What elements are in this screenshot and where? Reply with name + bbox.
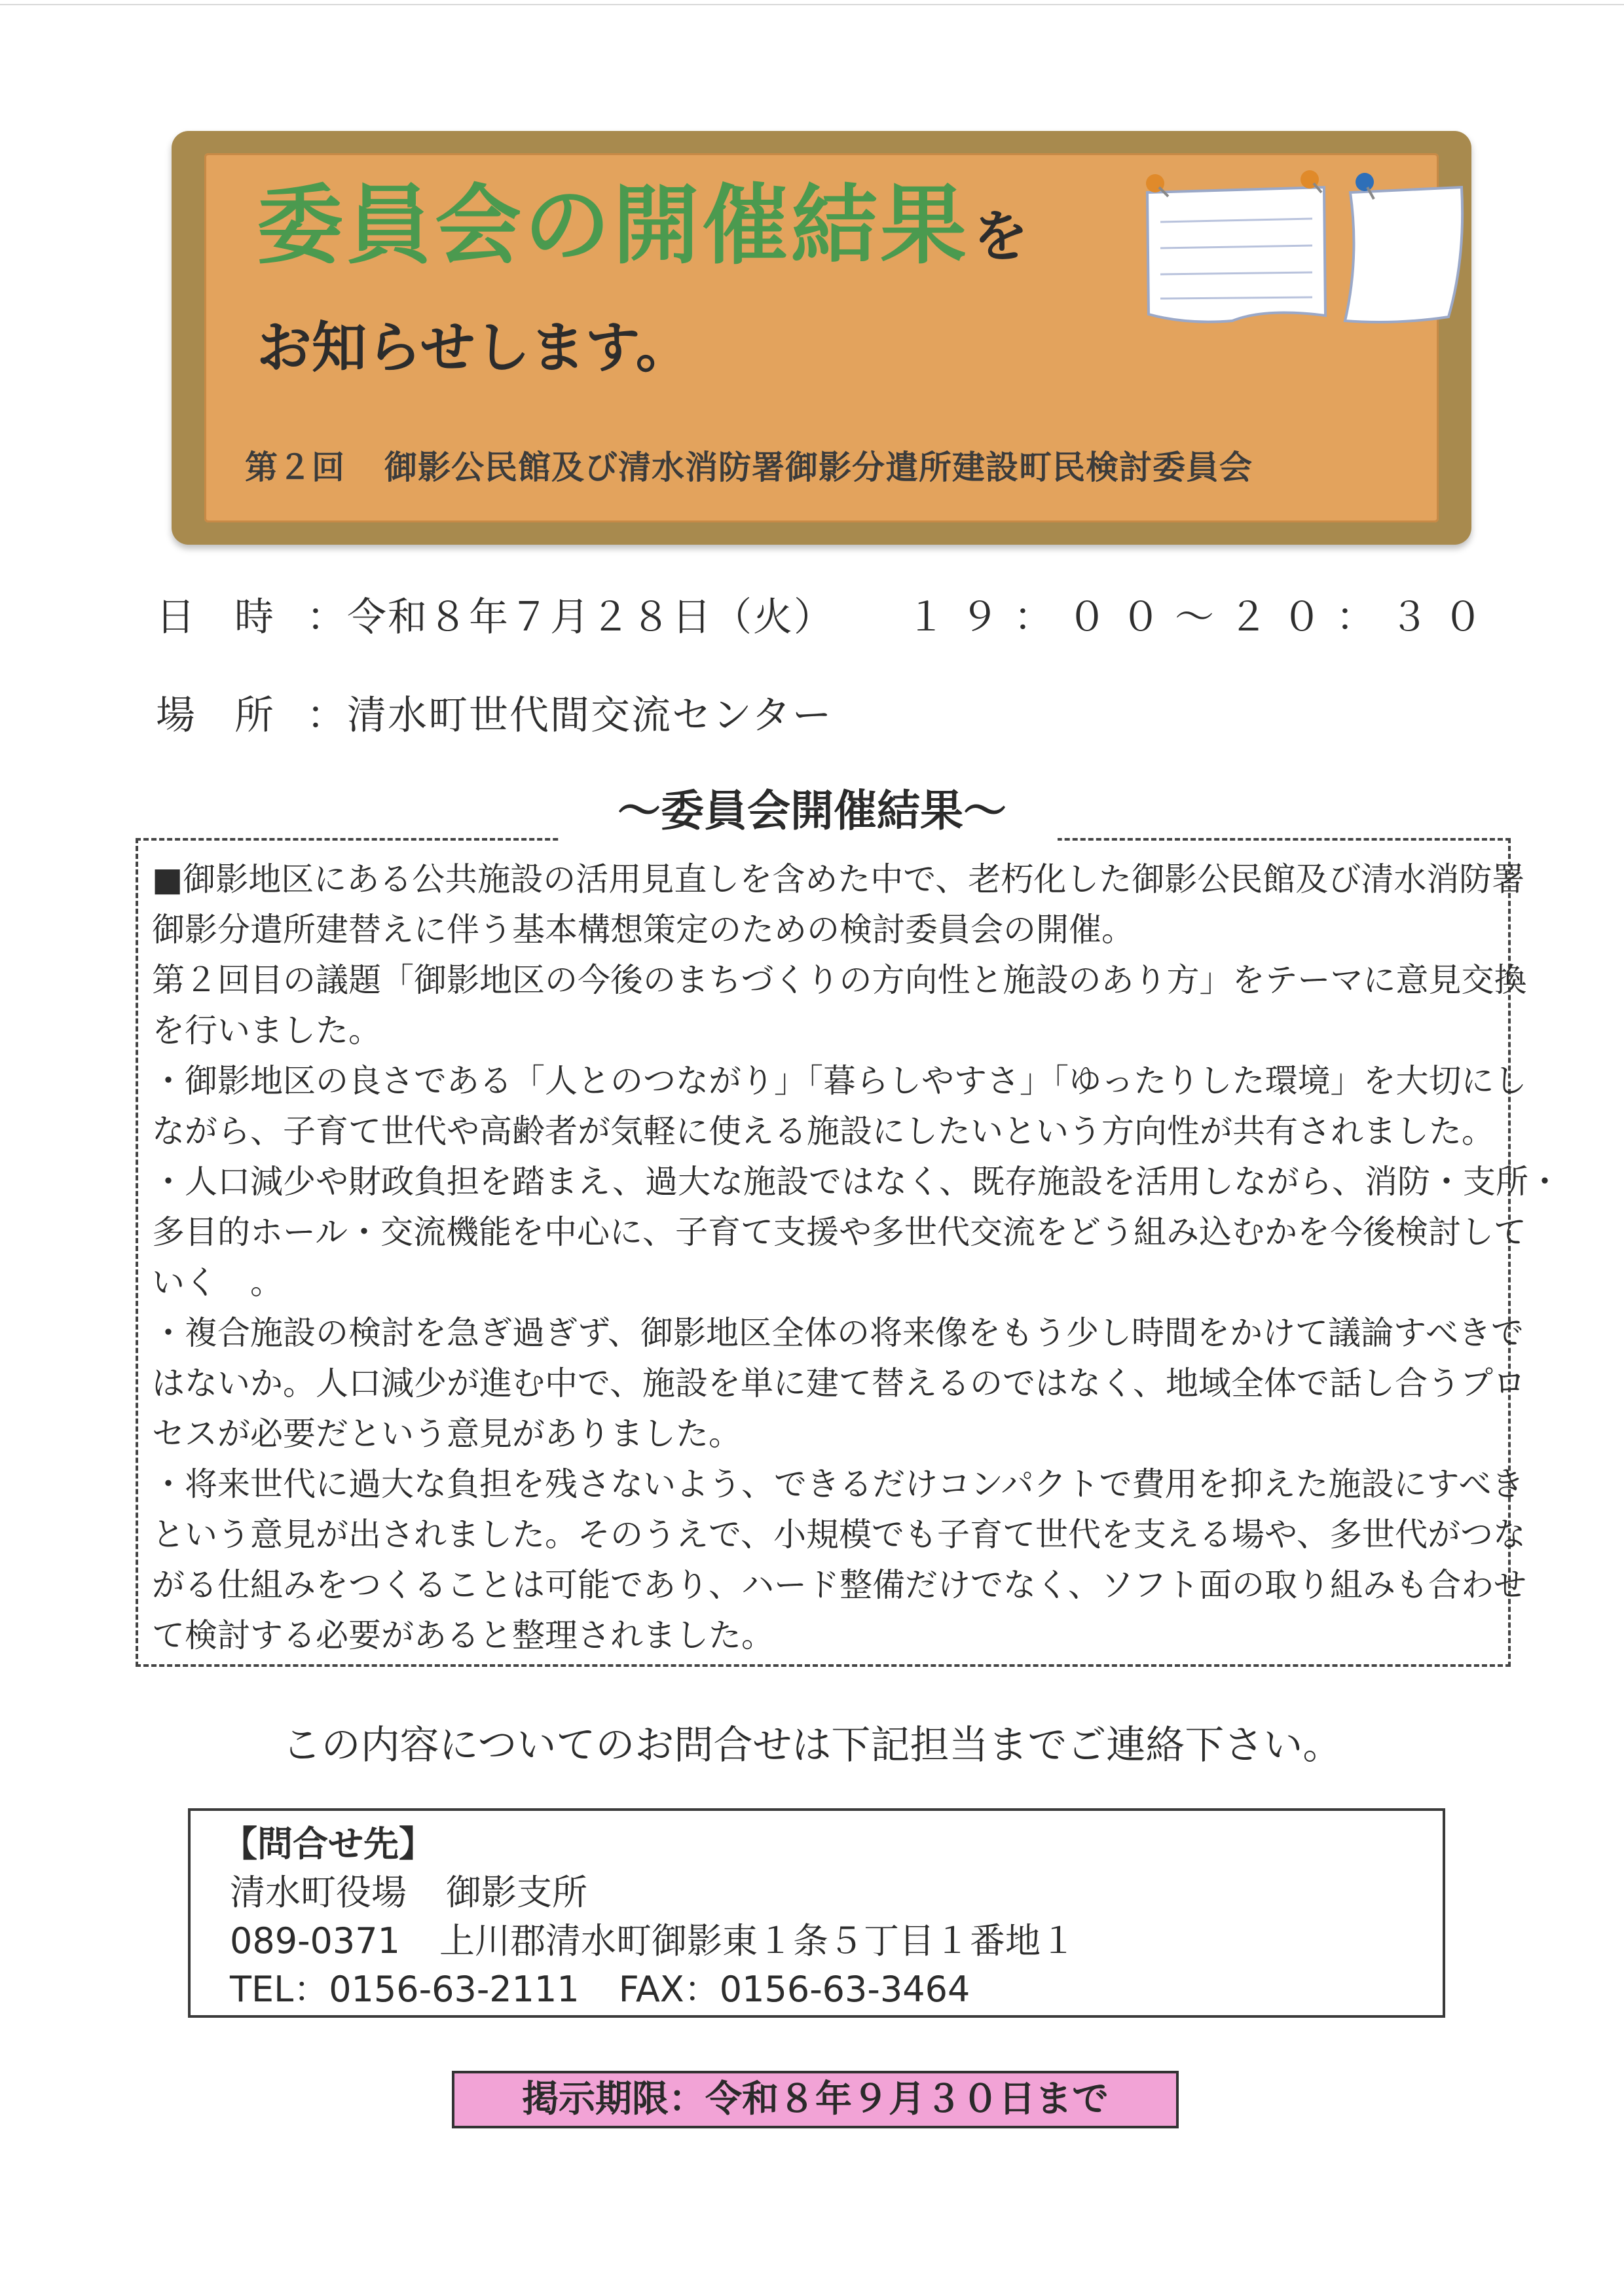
results-line: いく 。 (152, 1264, 283, 1302)
place-value: 清水町世代間交流センター (347, 693, 833, 738)
headline-subhead: お知らせします。 (257, 316, 691, 380)
contact-office: 清水町役場 (230, 1872, 407, 1913)
contact-address-row (230, 1917, 1076, 1965)
contact-heading: 【問合せ先】 (222, 1823, 434, 1865)
contact-postal: 089-0371 (230, 1920, 400, 1961)
memo-note-icon (1134, 153, 1475, 350)
contact-fax: FAX：0156-63-3464 (618, 1969, 970, 2010)
committee-name: 御影公民館及び清水消防署御影分遣所建設町民検討委員会 (384, 448, 1253, 486)
results-line: ・複合施設の検討を急ぎ過ぎず、御影地区全体の将来像をもう少し時間をかけて議論すべきで (152, 1314, 1524, 1352)
results-line: 多目的ホール・交流機能を中心に、子育て支援や多世代交流をどう組み込むかを今後検討して (152, 1213, 1526, 1251)
date-colon: ： (306, 594, 347, 640)
date-label: 日時 (156, 594, 313, 640)
results-line: 第２回目の議題「御影地区の今後のまちづくりの方向性と施設のあり方」をテーマに意見交換 (152, 961, 1527, 999)
lined-memo-icon (1147, 187, 1325, 322)
committee-title (245, 441, 1253, 488)
results-line: て検討する必要があると整理されました。 (152, 1616, 774, 1654)
results-line: を行いました。 (152, 1011, 381, 1049)
cork-board-banner (172, 131, 1471, 545)
results-line: ・人口減少や財政負担を踏まえ、過大な施設ではなく、既存施設を活用しながら、消防・支所・ (152, 1163, 1561, 1201)
contact-box (188, 1808, 1445, 2018)
results-title: ～委員会開催結果～ (618, 786, 1006, 836)
contact-phone-row (230, 1965, 1076, 2014)
results-line: ・御影地区の良さである「人とのつながり」「暮らしやすさ」「ゆったりした環境」を大切にし (152, 1062, 1527, 1100)
place-row (156, 684, 833, 740)
results-line: ながら、子育て世代や高齢者が気軽に使える施設にしたいという方向性が共有されました。 (152, 1112, 1494, 1150)
results-line: はないか。人口減少が進む中で、施設を単に建て替えるのではなく、地域全体で話し合うプロ (152, 1364, 1526, 1402)
curled-memo-icon (1345, 173, 1462, 322)
cork-board-surface (204, 153, 1439, 522)
results-line: ・将来世代に過大な負担を残さないよう、できるだけコンパクトで費用を抑えた施設にすべき (152, 1465, 1524, 1503)
contact-office-row (230, 1868, 1076, 1917)
date-value: 令和８年７月２８日（火） (347, 594, 834, 640)
results-line: セスが必要だという意見がありました。 (152, 1415, 741, 1453)
contact-lead: この内容についてのお問合せは下記担当までご連絡下さい。 (282, 1722, 1342, 1768)
committee-number: 第２回 (245, 448, 345, 486)
results-line: がる仕組みをつくることは可能であり、ハード整備だけでなく、ソフト面の取り組みも合わせ (152, 1566, 1526, 1604)
posting-deadline: 掲示期限：令和８年９月３０日まで (452, 2071, 1179, 2128)
results-line: 御影分遣所建替えに伴う基本構想策定のための検討委員会の開催。 (152, 911, 1134, 949)
contact-branch: 御影支所 (446, 1872, 587, 1913)
results-line: という意見が出されました。そのうえで、小規模でも子育て世代を支える場や、多世代がつな (152, 1516, 1526, 1554)
contact-tel: TEL：0156-63-2111 (230, 1969, 580, 2010)
page-edge-line (0, 4, 1624, 5)
date-row (156, 586, 1497, 642)
place-colon: ： (306, 693, 347, 738)
results-body (152, 854, 1561, 1661)
headline-main: 委員会の開催結果 (257, 175, 969, 276)
contact-lines (222, 1820, 1076, 2014)
time-value: １９：００～２０：３０ (906, 594, 1497, 640)
results-line: ■御影地区にある公共施設の活用見直しを含めた中で、老朽化した御影公民館及び清水消防署 (152, 860, 1525, 898)
headline (257, 175, 1029, 276)
contact-address: 上川郡清水町御影東１条５丁目１番地１ (439, 1920, 1076, 1961)
headline-tail: を (973, 204, 1029, 268)
place-label: 場所 (156, 693, 313, 738)
